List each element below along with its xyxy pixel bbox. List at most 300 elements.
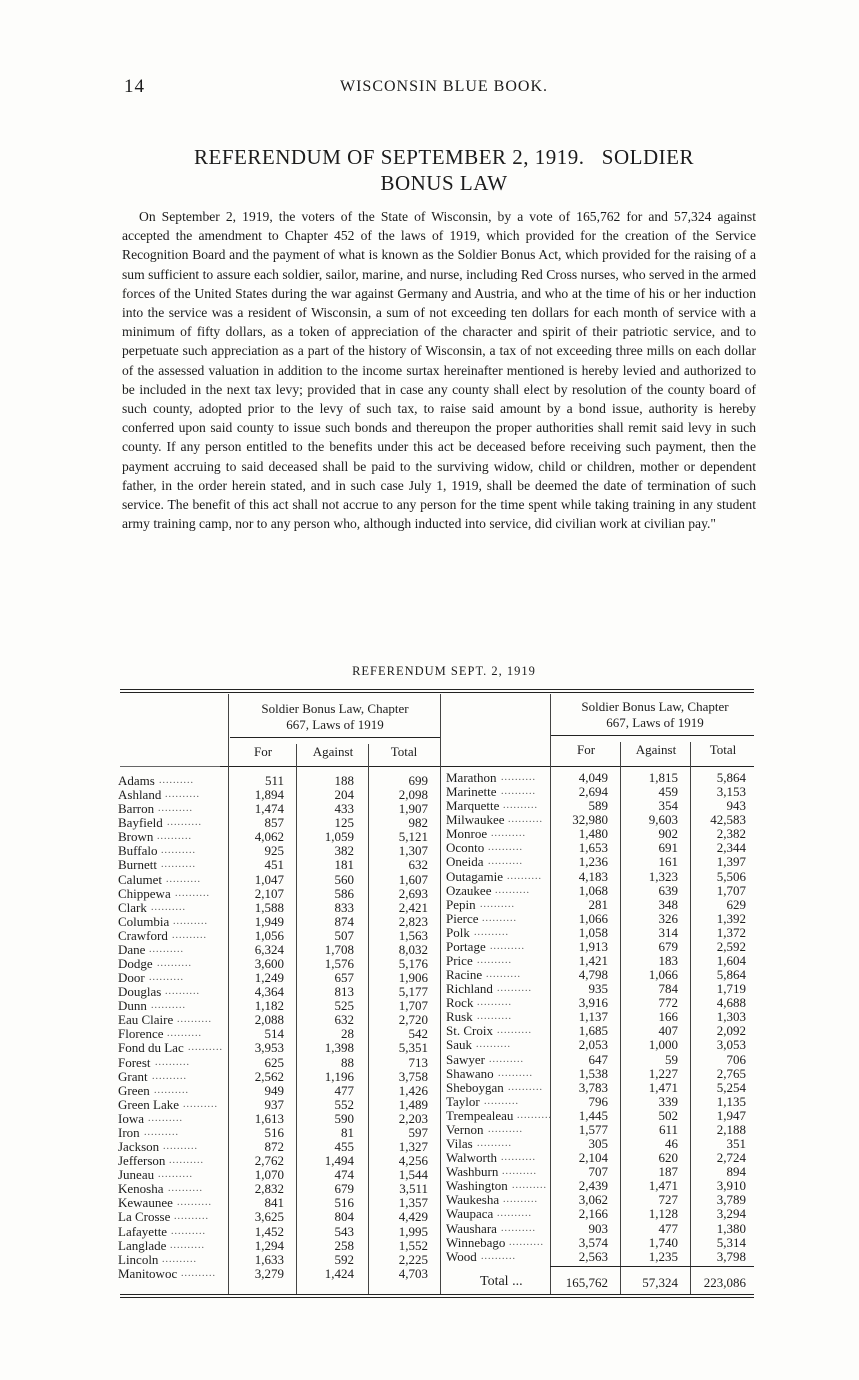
county-name: Monroe [446, 826, 488, 842]
county-name: Sheboygan [446, 1079, 504, 1095]
cell-against: 433 [334, 801, 354, 817]
cell-for: 2,104 [578, 1150, 608, 1166]
leader-dots: .......... [155, 1056, 190, 1068]
table-caption: REFERENDUM SEPT. 2, 1919 [352, 664, 536, 678]
leader-dots: .......... [151, 901, 186, 913]
cell-against: 639 [658, 882, 678, 898]
table-row [446, 1123, 754, 1137]
table-row [118, 985, 440, 999]
table-row [118, 887, 440, 901]
cell-total: 5,864 [716, 967, 746, 983]
table-row [118, 1070, 440, 1084]
cell-total: 629 [726, 896, 746, 912]
leader-dots: .......... [480, 898, 515, 910]
cell-total: 2,720 [398, 1012, 428, 1028]
county-name: Marinette [446, 784, 497, 800]
leader-dots: .......... [497, 1208, 532, 1220]
cell-against: 1,128 [648, 1206, 678, 1222]
cell-against: 88 [341, 1054, 354, 1070]
county-name: Forest [118, 1054, 151, 1070]
cell-for: 841 [264, 1195, 284, 1211]
county-name: Pierce [446, 910, 479, 926]
cell-against: 1,471 [648, 1178, 678, 1194]
table-row [118, 1126, 440, 1140]
leader-dots: .......... [503, 1194, 538, 1206]
cell-for: 1,249 [254, 970, 284, 986]
cell-total: 1,397 [716, 854, 746, 870]
cell-for: 4,062 [254, 829, 284, 845]
leader-dots: .......... [498, 1067, 533, 1079]
cell-for: 707 [588, 1164, 608, 1180]
county-name: Vernon [446, 1121, 484, 1137]
county-name: Marathon [446, 770, 497, 785]
leader-dots: .......... [495, 884, 530, 896]
cell-against: 1,424 [324, 1265, 354, 1281]
table-row [118, 1041, 440, 1055]
county-name: Crawford [118, 927, 168, 943]
county-name: Racine [446, 967, 483, 983]
cell-total: 2,724 [716, 1150, 746, 1166]
cell-for: 451 [264, 857, 284, 873]
cell-against: 339 [658, 1093, 678, 1109]
leader-dots: .......... [481, 1250, 516, 1262]
table-row [118, 858, 440, 872]
cell-against: 560 [334, 871, 354, 887]
county-name: Richland [446, 981, 493, 997]
left-county-list [118, 774, 440, 1281]
right-col-total-header: Total [709, 742, 737, 757]
cell-for: 1,236 [578, 854, 608, 870]
cell-total: 3,758 [398, 1068, 428, 1084]
leader-dots: .......... [477, 1138, 512, 1150]
leader-dots: .......... [497, 983, 532, 995]
leader-dots: .......... [151, 1000, 186, 1012]
leader-dots: .......... [183, 1098, 218, 1110]
county-name: Oconto [446, 840, 485, 856]
leader-dots: .......... [163, 1141, 198, 1153]
cell-for: 3,574 [578, 1234, 608, 1250]
leader-dots: .......... [161, 845, 196, 857]
county-name: Langlade [118, 1237, 167, 1253]
cell-total: 8,032 [398, 941, 428, 957]
cell-against: 632 [334, 1012, 354, 1028]
county-name: Wood [446, 1248, 477, 1264]
table-row [446, 1165, 754, 1179]
article-body: On September 2, 1919, the voters of the State of Wisconsin, by a vote of 165,762 for and 57,324 against accepted the amendment to Chapter 452 of the laws of 1919, which provided for the creation of the Service Recognition Board and the payment of what is known as the Soldier Bonus Act, which provided for the raising of a sum sufficient to assure each soldier, sailor, marine, and nurse, including Red Cross nurses, who served in the armed forces of the United States during the war against Germany and Austria, and who at the time of his or her induction into the service was a resident of Wisconsin, a sum of not exceeding ten dollars for each month of service with a minimum of fifty dollars, as a token of appreciation of the character and spirit of their patriotic service, and to perpetuate such appreciation as a part of the history of Wisconsin, a tax of not exceeding three mills on each dollar of the assessed valuation in addition to the income surtax hereinafter mentioned is hereby levied and authorized to be included in the next tax levy; provided that in case any county shall elect by resolution of the county board of such county, adopted prior to the levy of such tax, to raise said amount by a bond issue, authority is hereby conferred upon said county to issue such bonds and thereupon the proper authorities shall remit said levy in such county. If any person entitled to the benefits under this act be deceased before receiving such payment, then the payment accruing to said deceased shall be paid to the surviving widow, child or children, mother or dependent father, in the order herein stated, and in such case July 1, 1919, shall be deemed the date of termination of such service. The benefit of this act shall not accrue to any person for the time spent while taking training in any student army training camp, nor to any person who, although inducted into service, did civilian work at civilian pay." [122, 209, 756, 532]
right-col-for-header: For [576, 742, 596, 757]
table-row [446, 926, 754, 940]
table-row [446, 954, 754, 968]
leader-dots: .......... [162, 1253, 197, 1265]
county-name: Vilas [446, 1136, 473, 1152]
cell-total: 2,592 [716, 938, 746, 954]
leader-dots: .......... [477, 1011, 512, 1023]
leader-dots: .......... [177, 1014, 212, 1026]
cell-for: 32,980 [572, 812, 608, 828]
title-line-2: BONUS LAW [380, 171, 508, 195]
cell-for: 2,166 [578, 1206, 608, 1222]
right-group-rule [550, 735, 754, 736]
leader-dots: .......... [507, 870, 542, 882]
table-row [446, 813, 754, 827]
cell-total: 5,506 [716, 868, 746, 884]
table-row [118, 844, 440, 858]
table-row [446, 785, 754, 799]
county-name: Lincoln [118, 1251, 159, 1267]
cell-for: 1,538 [578, 1065, 608, 1081]
cell-against: 81 [341, 1124, 354, 1140]
table-row [118, 943, 440, 957]
cell-total: 1,607 [398, 871, 428, 887]
cell-against: 1,196 [324, 1068, 354, 1084]
cell-total: 1,707 [398, 998, 428, 1014]
cell-for: 1,421 [578, 953, 608, 969]
leader-dots: .......... [173, 915, 208, 927]
county-name: Winnebago [446, 1234, 506, 1250]
county-name: Douglas [118, 984, 162, 1000]
cell-for: 796 [588, 1093, 608, 1109]
cell-against: 679 [658, 938, 678, 954]
cell-for: 1,685 [578, 1023, 608, 1039]
cell-total: 597 [408, 1124, 428, 1140]
cell-total: 3,789 [716, 1192, 746, 1208]
right-group-header-line-2: 667, Laws of 1919 [606, 715, 704, 730]
table-row [118, 1056, 440, 1070]
leader-dots: .......... [168, 1183, 203, 1195]
cell-against: 326 [658, 910, 678, 926]
table-row [446, 1236, 754, 1250]
cell-against: 772 [658, 995, 678, 1011]
county-name: Ashland [118, 787, 162, 803]
county-name: Florence [118, 1026, 164, 1042]
county-name: Kewaunee [118, 1195, 173, 1211]
cell-against: 1,000 [648, 1037, 678, 1053]
cell-against: 727 [658, 1192, 678, 1208]
county-name: Price [446, 953, 473, 969]
cell-total: 3,798 [716, 1248, 746, 1264]
cell-against: 1,471 [648, 1079, 678, 1095]
cell-total: 1,372 [716, 924, 746, 940]
cell-total: 4,688 [716, 995, 746, 1011]
cell-total: 5,254 [716, 1079, 746, 1095]
cell-total: 1,135 [716, 1093, 746, 1109]
table-row [118, 999, 440, 1013]
left-col-against-header: Against [312, 744, 354, 759]
table-row [446, 884, 754, 898]
cell-against: 611 [658, 1121, 678, 1137]
table-row [446, 982, 754, 996]
cell-total: 5,864 [716, 770, 746, 785]
leader-dots: .......... [484, 1095, 519, 1107]
leader-dots: .......... [476, 1039, 511, 1051]
leader-dots: .......... [159, 775, 194, 786]
cell-total: 1,563 [398, 927, 428, 943]
table-row [118, 816, 440, 830]
leader-dots: .......... [486, 969, 521, 981]
cell-against: 586 [334, 885, 354, 901]
county-name: Barron [118, 801, 155, 817]
table-row [118, 1210, 440, 1224]
cell-against: 1,227 [648, 1065, 678, 1081]
cell-for: 625 [264, 1054, 284, 1070]
leader-dots: .......... [509, 1236, 544, 1248]
right-county-list [446, 771, 754, 1264]
cell-for: 3,600 [254, 956, 284, 972]
page-number: 14 [124, 76, 145, 97]
cell-for: 6,324 [254, 941, 284, 957]
cell-total: 1,489 [398, 1096, 428, 1112]
leader-dots: .......... [490, 940, 525, 952]
table-row [118, 788, 440, 802]
cell-total: 982 [408, 815, 428, 831]
cell-against: 258 [334, 1237, 354, 1253]
county-name: Waupaca [446, 1206, 494, 1222]
cell-for: 1,066 [578, 910, 608, 926]
leader-dots: .......... [148, 1112, 183, 1124]
cell-for: 1,294 [254, 1237, 284, 1253]
cell-total: 1,392 [716, 910, 746, 926]
cell-for: 4,049 [578, 770, 608, 785]
county-name: Marquette [446, 798, 500, 814]
county-name: Rusk [446, 1009, 473, 1025]
leader-dots: .......... [491, 828, 526, 840]
table-row [446, 1109, 754, 1123]
cell-total: 1,307 [398, 843, 428, 859]
leader-dots: .......... [166, 873, 201, 885]
leader-dots: .......... [165, 986, 200, 998]
county-name: Green Lake [118, 1096, 179, 1112]
table-row [446, 996, 754, 1010]
county-name: Green [118, 1082, 150, 1098]
leader-dots: .......... [158, 803, 193, 815]
cell-for: 3,783 [578, 1079, 608, 1095]
table-row [118, 957, 440, 971]
cell-total: 5,176 [398, 956, 428, 972]
cell-for: 1,913 [578, 938, 608, 954]
cell-total: 3,511 [399, 1181, 428, 1197]
cell-total: 1,906 [398, 970, 428, 986]
table-row [446, 1053, 754, 1067]
table-bottom-rule-double [120, 1297, 754, 1298]
cell-total: 351 [726, 1136, 746, 1152]
cell-total: 4,703 [398, 1265, 428, 1281]
cell-against: 502 [658, 1107, 678, 1123]
table-row [118, 873, 440, 887]
table-row [446, 1010, 754, 1024]
cell-total: 4,256 [398, 1153, 428, 1169]
cell-against: 833 [334, 899, 354, 915]
county-name: Oneida [446, 854, 484, 870]
left-group-header-line-1: Soldier Bonus Law, Chapter [261, 701, 409, 716]
table-row [446, 1081, 754, 1095]
county-name: Sawyer [446, 1051, 485, 1067]
cell-total: 1,544 [398, 1167, 428, 1183]
county-name: Jefferson [118, 1153, 166, 1169]
cell-for: 1,047 [254, 871, 284, 887]
cell-against: 1,235 [648, 1248, 678, 1264]
cell-total: 2,203 [398, 1110, 428, 1126]
table-row [446, 1151, 754, 1165]
county-name: Kenosha [118, 1181, 164, 1197]
leader-dots: .......... [177, 1197, 212, 1209]
cell-total: 2,225 [398, 1251, 428, 1267]
table-row [118, 1098, 440, 1112]
cell-against: 166 [658, 1009, 678, 1025]
county-name: Iowa [118, 1110, 144, 1126]
cell-for: 903 [588, 1220, 608, 1236]
total-total: 223,086 [703, 1275, 746, 1290]
cell-for: 2,562 [254, 1068, 284, 1084]
cell-for: 4,798 [578, 967, 608, 983]
cell-for: 1,452 [254, 1223, 284, 1239]
leader-dots: .......... [501, 1222, 536, 1234]
total-against: 57,324 [642, 1275, 678, 1290]
county-name: Washington [446, 1178, 508, 1194]
cell-total: 2,098 [398, 787, 428, 803]
cell-for: 305 [588, 1136, 608, 1152]
leader-dots: .......... [175, 887, 210, 899]
cell-against: 1,740 [648, 1234, 678, 1250]
cell-against: 348 [658, 896, 678, 912]
cell-total: 2,765 [716, 1065, 746, 1081]
table-row [118, 1225, 440, 1239]
table-row [446, 1207, 754, 1221]
county-name: Jackson [118, 1139, 160, 1155]
county-name: Bayfield [118, 815, 163, 831]
leader-dots: .......... [149, 943, 184, 955]
county-name: Walworth [446, 1150, 497, 1166]
table-row [118, 774, 440, 788]
cell-total: 2,188 [716, 1121, 746, 1137]
county-name: Dodge [118, 956, 153, 972]
cell-for: 1,577 [578, 1121, 608, 1137]
county-name: Columbia [118, 913, 170, 929]
table-row [118, 1140, 440, 1154]
cell-total: 3,153 [716, 784, 746, 800]
cell-against: 516 [334, 1195, 354, 1211]
cell-for: 949 [264, 1082, 284, 1098]
cell-against: 161 [658, 854, 678, 870]
table-row [118, 1084, 440, 1098]
cell-against: 804 [334, 1209, 354, 1225]
cell-against: 9,603 [648, 812, 678, 828]
leader-dots: .......... [477, 955, 512, 967]
table-row [118, 1112, 440, 1126]
cell-total: 2,344 [716, 840, 746, 856]
cell-against: 1,059 [324, 829, 354, 845]
county-name: Clark [118, 899, 147, 915]
cell-against: 46 [665, 1136, 678, 1152]
cell-against: 620 [658, 1150, 678, 1166]
leader-dots: .......... [167, 817, 202, 829]
cell-for: 1,068 [578, 882, 608, 898]
leader-dots: .......... [474, 926, 509, 938]
leader-dots: .......... [169, 1155, 204, 1167]
table-row [118, 915, 440, 929]
cell-for: 516 [264, 1124, 284, 1140]
county-name: Lafayette [118, 1223, 168, 1239]
leader-dots: .......... [161, 859, 196, 871]
leader-dots: .......... [502, 1166, 537, 1178]
leader-dots: .......... [508, 814, 543, 826]
cell-for: 3,279 [254, 1265, 284, 1281]
cell-for: 937 [264, 1096, 284, 1112]
cell-for: 3,916 [578, 995, 608, 1011]
cell-against: 902 [658, 826, 678, 842]
cell-total: 1,707 [716, 882, 746, 898]
cell-for: 4,183 [578, 868, 608, 884]
county-name: Ozaukee [446, 882, 492, 898]
cell-against: 543 [334, 1223, 354, 1239]
cell-for: 857 [264, 815, 284, 831]
cell-for: 647 [588, 1051, 608, 1067]
cell-for: 1,070 [254, 1167, 284, 1183]
running-head: WISCONSIN BLUE BOOK. [340, 78, 548, 95]
cell-against: 1,815 [648, 770, 678, 785]
leader-dots: .......... [157, 958, 192, 970]
table-row [446, 1250, 754, 1264]
county-name: Juneau [118, 1167, 155, 1183]
cell-against: 813 [334, 984, 354, 1000]
county-name: Portage [446, 938, 486, 954]
leader-dots: .......... [517, 1109, 552, 1121]
table-row [446, 870, 754, 884]
cell-against: 507 [334, 927, 354, 943]
cell-against: 188 [334, 773, 354, 788]
county-name: Outagamie [446, 868, 504, 884]
table-row [118, 1182, 440, 1196]
cell-against: 354 [658, 798, 678, 814]
county-name: Burnett [118, 857, 157, 873]
leader-dots: .......... [503, 800, 538, 812]
article-title [120, 144, 768, 196]
cell-total: 5,314 [716, 1234, 746, 1250]
table-row [446, 898, 754, 912]
leader-dots: .......... [172, 929, 207, 941]
cell-against: 477 [334, 1082, 354, 1098]
cell-for: 935 [588, 981, 608, 997]
cell-total: 2,382 [716, 826, 746, 842]
leader-dots: .......... [488, 1123, 523, 1135]
county-name: Eau Claire [118, 1012, 174, 1028]
cell-for: 2,439 [578, 1178, 608, 1194]
county-name: Polk [446, 924, 470, 940]
cell-for: 872 [264, 1139, 284, 1155]
table-row [118, 1154, 440, 1168]
cell-total: 1,604 [716, 953, 746, 969]
cell-total: 5,121 [398, 829, 428, 845]
cell-for: 281 [588, 896, 608, 912]
table-row [446, 1179, 754, 1193]
cell-total: 42,583 [710, 812, 746, 828]
cell-total: 3,053 [716, 1037, 746, 1053]
cell-for: 1,480 [578, 826, 608, 842]
cell-total: 4,429 [398, 1209, 428, 1225]
leader-dots: .......... [489, 1053, 524, 1065]
cell-against: 1,066 [648, 967, 678, 983]
table-row [446, 1137, 754, 1151]
table-row [446, 1024, 754, 1038]
leader-dots: .......... [482, 912, 517, 924]
cell-against: 382 [334, 843, 354, 859]
cell-total: 2,693 [398, 885, 428, 901]
leader-dots: .......... [158, 1169, 193, 1181]
county-name: Rock [446, 995, 474, 1011]
leader-dots: .......... [488, 842, 523, 854]
cell-for: 2,053 [578, 1037, 608, 1053]
leader-dots: .......... [174, 1211, 209, 1223]
cell-for: 2,832 [254, 1181, 284, 1197]
